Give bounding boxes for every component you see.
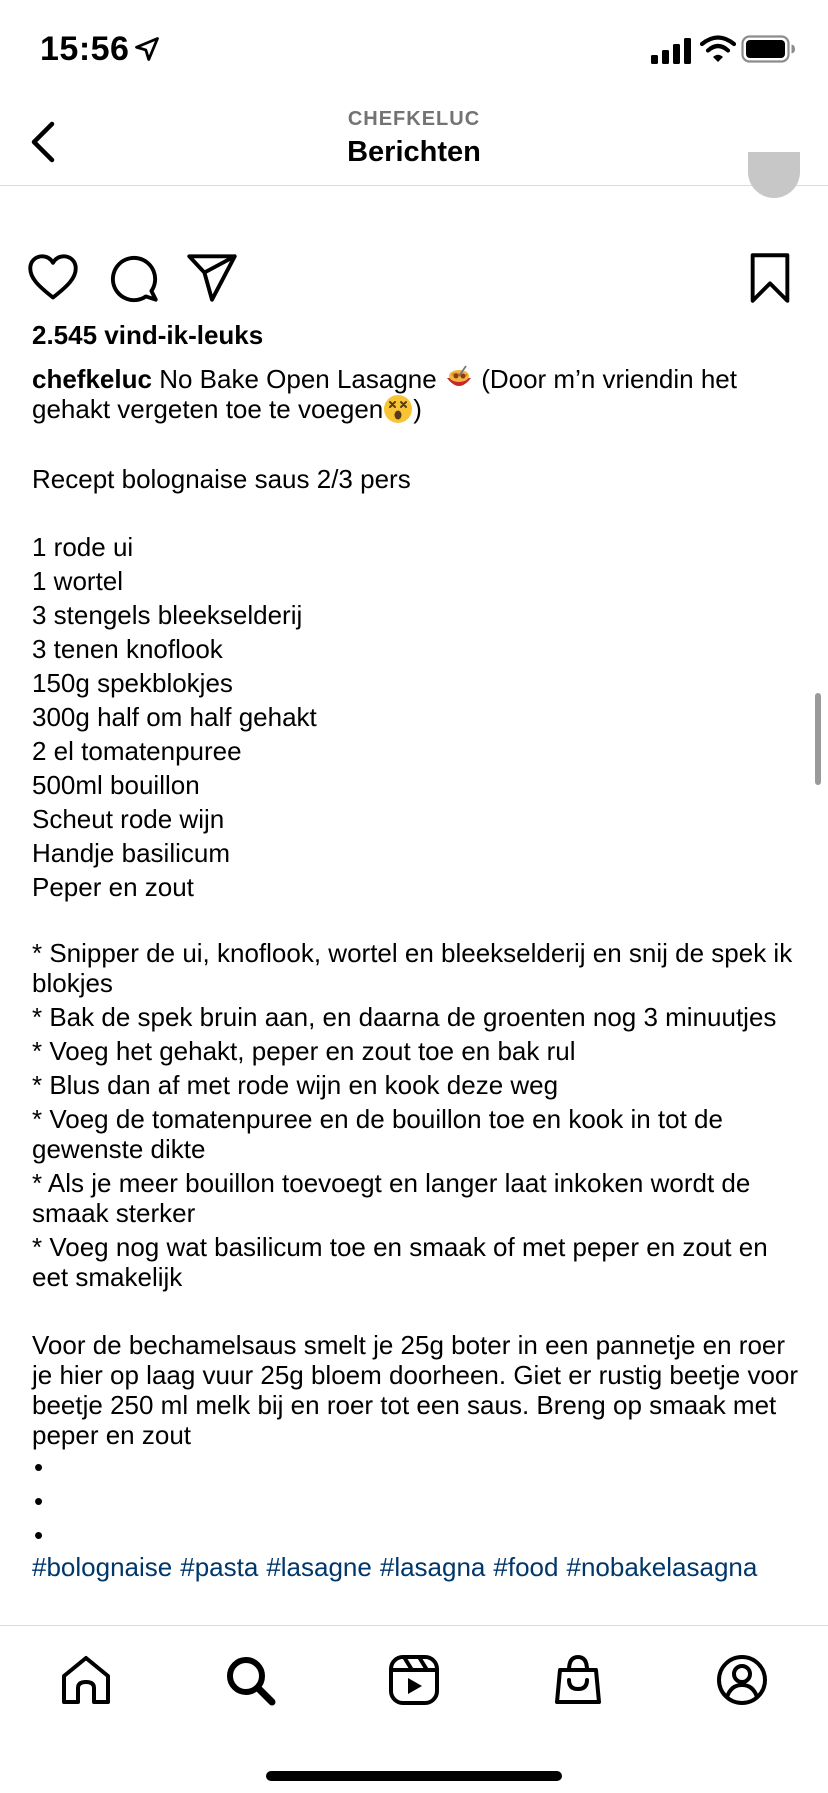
ingredient: 3 stengels bleekselderij: [32, 600, 303, 630]
header-username: CHEFKELUC: [347, 108, 481, 130]
caption-username[interactable]: chefkeluc: [32, 364, 152, 394]
comment-icon[interactable]: [107, 252, 159, 304]
ingredient: 1 wortel: [32, 566, 124, 596]
ingredient: Handje basilicum: [32, 838, 230, 868]
recipe-step: * Snipper de ui, knoflook, wortel en bleekselderij en snij de spek ik blokjes: [32, 938, 793, 998]
ingredient: Scheut rode wijn: [32, 804, 225, 834]
hashtag-row: [32, 1552, 802, 1582]
ingredient: 2 el tomatenpuree: [32, 736, 242, 766]
caption-second-line: [32, 394, 802, 424]
caption-first-line: [32, 364, 802, 394]
profile-icon[interactable]: [714, 1652, 770, 1708]
bookmark-icon[interactable]: [744, 252, 796, 304]
post-caption: [32, 364, 802, 1582]
location-arrow-icon: [133, 35, 161, 63]
caption-title: No Bake Open Lasagne: [159, 364, 437, 394]
reels-icon[interactable]: [386, 1652, 442, 1708]
hashtag-link[interactable]: #nobakelasagna: [566, 1552, 758, 1582]
hashtag-link[interactable]: #lasagne: [266, 1552, 372, 1582]
ingredient: 150g spekblokjes: [32, 668, 233, 698]
caption-note-continued: gehakt vergeten toe te voegen: [32, 394, 384, 424]
share-icon[interactable]: [186, 252, 238, 304]
recipe-title: Recept bolognaise saus 2/3 pers: [32, 464, 411, 494]
separator-dot: •: [34, 1486, 44, 1516]
ingredient: 500ml bouillon: [32, 770, 200, 800]
recipe-step: * Als je meer bouillon toevoegt en langer laat inkoken wordt de smaak sterker: [32, 1168, 751, 1228]
hashtag-link[interactable]: #lasagna: [379, 1552, 486, 1582]
step-list: [32, 938, 802, 1292]
separator-dot: •: [34, 1452, 44, 1482]
ingredient-list: [32, 530, 802, 904]
nav-header: [0, 100, 828, 186]
caption-note: (Door m’n vriendin het: [473, 364, 737, 394]
scroll-indicator[interactable]: [815, 693, 821, 785]
likes-count[interactable]: 2.545 vind-ik-leuks: [32, 320, 264, 350]
recipe-step: * Voeg de tomatenpuree en de bouillon toe en kook in tot de gewenste dikte: [32, 1104, 723, 1164]
ingredient: 1 rode ui: [32, 532, 134, 562]
status-bar: [0, 0, 828, 100]
recipe-step: * Bak de spek bruin aan, en daarna de groenten nog 3 minuutjes: [32, 1002, 777, 1032]
post-actions: [0, 240, 828, 310]
recipe-step: * Voeg nog wat basilicum toe en smaak of met peper en zout en eet smakelijk: [32, 1232, 768, 1292]
recipe-step: * Voeg het gehakt, peper en zout toe en bak rul: [32, 1036, 576, 1066]
wifi-icon: [700, 34, 736, 64]
bottom-tab-bar: [0, 1625, 828, 1793]
home-icon[interactable]: [58, 1652, 114, 1708]
bechamel-text: Voor de bechamelsaus smelt je 25g boter in een pannetje en roer je hier op laag vuur 25g bloem doorheen. Giet er rustig beetje voor beetje 250 ml melk bij en roer tot een saus. Breng op smaak met peper en zout: [32, 1330, 799, 1450]
partial-avatar[interactable]: [748, 152, 800, 198]
signal-icon: [651, 38, 691, 64]
hashtag-link[interactable]: #bolognaise: [32, 1552, 173, 1582]
search-icon[interactable]: [222, 1652, 278, 1708]
shop-icon[interactable]: [550, 1652, 606, 1708]
hashtag-link[interactable]: #pasta: [180, 1552, 259, 1582]
separator-dot: •: [34, 1520, 44, 1550]
page-title: Berichten: [347, 136, 481, 168]
hashtag-link[interactable]: #food: [493, 1552, 559, 1582]
dizzy-face-emoji-icon: [383, 394, 413, 424]
ingredient: 3 tenen knoflook: [32, 634, 223, 664]
battery-icon: [741, 35, 796, 63]
home-indicator[interactable]: [266, 1771, 562, 1781]
spaghetti-emoji-icon: [444, 364, 474, 394]
ingredient: 300g half om half gehakt: [32, 702, 317, 732]
caption-close-paren: ): [413, 394, 422, 424]
status-time: 15:56: [40, 30, 130, 68]
heart-icon[interactable]: [27, 252, 79, 304]
recipe-step: * Blus dan af met rode wijn en kook deze weg: [32, 1070, 559, 1100]
ingredient: Peper en zout: [32, 872, 194, 902]
